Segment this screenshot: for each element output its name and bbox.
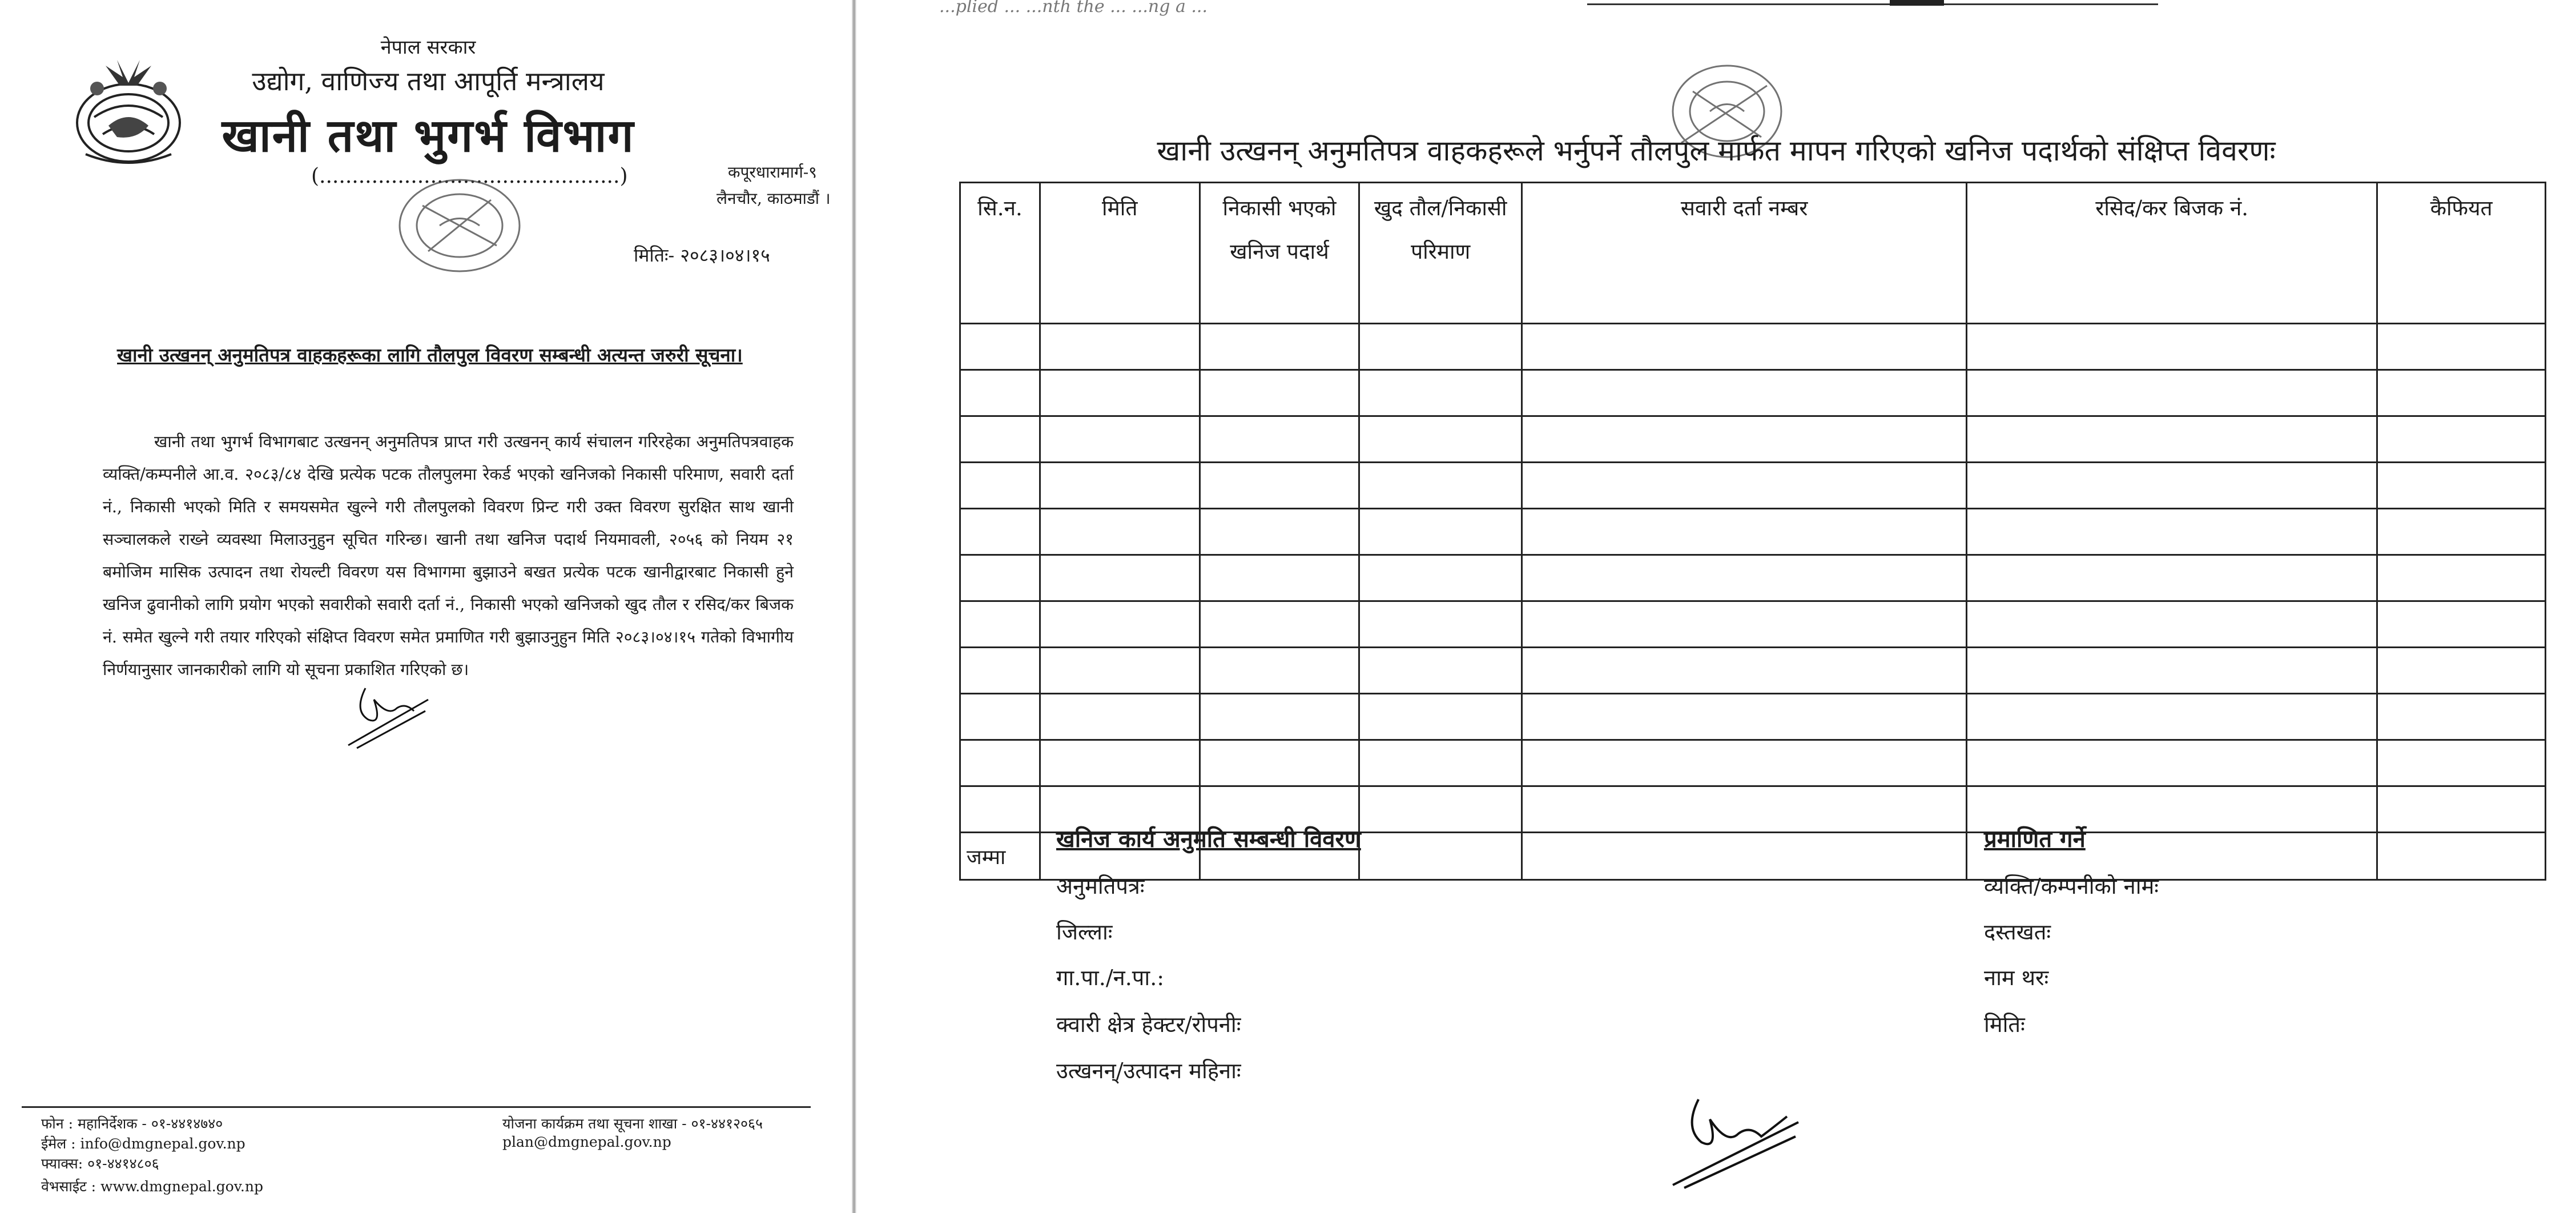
- table-cell[interactable]: [1040, 740, 1200, 786]
- table-cell[interactable]: [960, 648, 1040, 694]
- table-cell[interactable]: [1200, 463, 1359, 509]
- mineral-summary-table: [959, 182, 2546, 881]
- notice-subject: खानी उत्खनन् अनुमतिपत्र वाहकहरूका लागि तौलपुल विवरण सम्बन्धी अत्यन्त जरुरी सूचना।: [117, 344, 743, 366]
- table-cell[interactable]: [1522, 740, 1967, 786]
- table-cell[interactable]: [960, 324, 1040, 370]
- table-cell[interactable]: [2377, 370, 2546, 416]
- signature-field: दस्तखतः: [1984, 919, 2051, 945]
- footer-fax: फ्याक्स: ०१-४४१४८०६: [41, 1155, 159, 1172]
- footer-website: वेभसाईट : www.dmgnepal.gov.np: [41, 1178, 263, 1195]
- table-row: [960, 648, 2546, 694]
- table-cell[interactable]: [1040, 370, 1200, 416]
- table-cell[interactable]: [1359, 463, 1522, 509]
- table-cell[interactable]: [1359, 786, 1522, 833]
- table-cell[interactable]: [960, 463, 1040, 509]
- table-cell[interactable]: [960, 694, 1040, 740]
- page-gutter: [852, 0, 856, 1213]
- notice-page: [0, 0, 856, 1213]
- top-edge-text: ...plied ... ...nth the ... ...ng a ...: [939, 0, 1208, 17]
- office-address-city: लैनचौर, काठमाडौं ।: [717, 189, 831, 208]
- table-cell[interactable]: [960, 509, 1040, 555]
- permit-field: अनुमतिपत्रः: [1056, 874, 1145, 899]
- table-cell[interactable]: [2377, 324, 2546, 370]
- footer-email: ईमेल : info@dmgnepal.gov.np: [41, 1135, 245, 1152]
- table-cell[interactable]: [1967, 648, 2377, 694]
- table-row: [960, 463, 2546, 509]
- table-cell[interactable]: [1359, 648, 1522, 694]
- total-label: जम्मा: [960, 833, 1040, 880]
- table-cell[interactable]: [1359, 370, 1522, 416]
- table-cell[interactable]: [1967, 509, 2377, 555]
- table-cell[interactable]: [1967, 370, 2377, 416]
- table-cell[interactable]: [1359, 694, 1522, 740]
- table-cell[interactable]: [1040, 416, 1200, 463]
- table-cell[interactable]: [1967, 694, 2377, 740]
- table-cell[interactable]: [1040, 648, 1200, 694]
- column-header: सवारी दर्ता नम्बर: [1522, 183, 1967, 324]
- table-cell[interactable]: [1967, 601, 2377, 648]
- table-cell[interactable]: [1359, 601, 1522, 648]
- table-cell[interactable]: [2377, 416, 2546, 463]
- column-header: निकासी भएको खनिज पदार्थ: [1200, 183, 1359, 324]
- date-field: मितिः: [1984, 1012, 2025, 1037]
- table-cell[interactable]: [1040, 324, 1200, 370]
- table-cell[interactable]: [1967, 740, 2377, 786]
- certify-section-heading: प्रमाणित गर्ने: [1984, 826, 2086, 853]
- table-cell[interactable]: [1200, 370, 1359, 416]
- column-header: सि.न.: [960, 183, 1040, 324]
- form-title: खानी उत्खनन् अनुमतिपत्र वाहकहरूले भर्नुपर्ने तौलपुल मार्फत मापन गरिएको खनिज पदार्थको संक्षिप्त विवरणः: [1157, 134, 2276, 167]
- reference-number-line: (..............................................): [311, 164, 628, 188]
- column-header: कैफियत: [2377, 183, 2546, 324]
- table-cell[interactable]: [1200, 694, 1359, 740]
- table-cell[interactable]: [2377, 463, 2546, 509]
- table-cell[interactable]: [2377, 509, 2546, 555]
- table-cell[interactable]: [960, 740, 1040, 786]
- footer-planning-phone: योजना कार्यक्रम तथा सूचना शाखा - ०१-४४१२०६५: [502, 1115, 763, 1132]
- table-cell[interactable]: [1359, 740, 1522, 786]
- column-header: मिति: [1040, 183, 1200, 324]
- office-seal-icon: [388, 171, 531, 280]
- quarry-area-field: क्वारी क्षेत्र हेक्टर/रोपनीः: [1056, 1012, 1241, 1037]
- table-cell[interactable]: [1200, 416, 1359, 463]
- table-cell[interactable]: [1359, 833, 1522, 880]
- footer-phone: फोन : महानिर्देशक - ०१-४४१४७४०: [41, 1115, 223, 1132]
- table-cell[interactable]: [1040, 694, 1200, 740]
- table-cell[interactable]: [1522, 416, 1967, 463]
- table-row: [960, 601, 2546, 648]
- table-cell[interactable]: [1522, 370, 1967, 416]
- table-cell[interactable]: [2377, 555, 2546, 601]
- table-cell[interactable]: [1522, 694, 1967, 740]
- signature-icon: [343, 677, 434, 751]
- table-cell[interactable]: [1040, 601, 1200, 648]
- table-cell[interactable]: [1359, 555, 1522, 601]
- column-header: रसिद/कर बिजक नं.: [1967, 183, 2377, 324]
- table-row: [960, 416, 2546, 463]
- table-cell[interactable]: [1967, 324, 2377, 370]
- table-cell[interactable]: [1359, 509, 1522, 555]
- footer-divider: [22, 1106, 811, 1108]
- office-address-street: कपूरधारामार्ग-९: [728, 163, 817, 182]
- table-cell[interactable]: [1200, 740, 1359, 786]
- ministry-name: उद्योग, वाणिज्य तथा आपूर्ति मन्त्रालय: [252, 66, 605, 97]
- footer-planning-email: plan@dmgnepal.gov.np: [502, 1134, 671, 1150]
- table-header-row: [960, 183, 2546, 324]
- table-cell[interactable]: [1522, 833, 1967, 880]
- table-cell[interactable]: [1967, 555, 2377, 601]
- table-cell[interactable]: [2377, 833, 2546, 880]
- table-cell[interactable]: [1967, 463, 2377, 509]
- table-cell[interactable]: [1522, 601, 1967, 648]
- table-cell[interactable]: [960, 786, 1040, 833]
- table-cell[interactable]: [2377, 786, 2546, 833]
- top-edge-rule: [1587, 3, 2158, 5]
- table-cell[interactable]: [1040, 463, 1200, 509]
- table-cell[interactable]: [1359, 324, 1522, 370]
- form-page: [856, 0, 2576, 1213]
- table-cell[interactable]: [2377, 740, 2546, 786]
- government-name: नेपाल सरकार: [380, 36, 476, 59]
- table-cell[interactable]: [1040, 509, 1200, 555]
- table-cell[interactable]: [1522, 786, 1967, 833]
- table-cell[interactable]: [960, 370, 1040, 416]
- table-row: [960, 694, 2546, 740]
- table-cell[interactable]: [1200, 648, 1359, 694]
- department-name: खानी तथा भुगर्भ विभाग: [222, 109, 635, 162]
- company-name-field: व्यक्ति/कम्पनीको नामः: [1984, 874, 2159, 899]
- table-cell[interactable]: [2377, 648, 2546, 694]
- table-row: [960, 370, 2546, 416]
- district-field: जिल्लाः: [1056, 919, 1113, 945]
- table-cell[interactable]: [1359, 416, 1522, 463]
- table-cell[interactable]: [1200, 555, 1359, 601]
- table-cell[interactable]: [960, 416, 1040, 463]
- table-cell[interactable]: [2377, 694, 2546, 740]
- municipality-field: गा.पा./न.पा.:: [1056, 965, 1165, 990]
- full-name-field: नाम थरः: [1984, 965, 2049, 990]
- table-row: [960, 324, 2546, 370]
- table-cell[interactable]: [1040, 555, 1200, 601]
- table-cell[interactable]: [1200, 324, 1359, 370]
- table-cell[interactable]: [1967, 416, 2377, 463]
- signature-icon: [1664, 1088, 1807, 1191]
- table-cell[interactable]: [1200, 601, 1359, 648]
- table-cell[interactable]: [1522, 648, 1967, 694]
- column-header: खुद तौल/निकासी परिमाण: [1359, 183, 1522, 324]
- table-row: [960, 555, 2546, 601]
- table-row: [960, 509, 2546, 555]
- table-cell[interactable]: [1522, 324, 1967, 370]
- notice-date: मितिः- २०८३।०४।१५: [634, 244, 770, 266]
- permit-section-heading: खनिज कार्य अनुमति सम्बन्धी विवरण: [1056, 826, 1361, 853]
- table-cell[interactable]: [960, 555, 1040, 601]
- table-cell[interactable]: [1522, 463, 1967, 509]
- table-cell[interactable]: [1522, 509, 1967, 555]
- notice-body: खानी तथा भुगर्भ विभागबाट उत्खनन् अनुमतिपत्र प्राप्त गरी उत्खनन् कार्य संचालन गरिरहेका अनुमतिपत्रवाहक व्यक्ति/कम्पनीले आ.व. २०८३/८४ देखि प्रत्येक पटक तौलपुलमा रेकर्ड भएको खनिजको निकासी परिमाण, सवारी दर्ता नं., निकासी भएको मिति र समयसमेत खुल्ने गरी तौलपुलको विवरण प्रिन्ट गरी उक्त विवरण सुरक्षित साथ खानी सञ्चालकले राख्ने व्यवस्था मिलाउनुहुन सूचित गरिन्छ। खानी तथा खनिज पदार्थ नियमावली, २०५६ को नियम २१ बमोजिम मासिक उत्पादन तथा रोयल्टी विवरण यस विभागमा बुझाउने बखत प्रत्येक पटक खानीद्वारबाट निकासी हुने खनिज ढुवानीको लागि प्रयोग भएको सवारीको सवारी दर्ता नं., निकासी भएको खनिजको खुद तौल र रसिद/कर बिजक नं. समेत खुल्ने गरी तयार गरिएको संक्षिप्त विवरण समेत प्रमाणित गरी बुझाउनुहुन मिति २०८३।०४।१५ गतेको विभागीय निर्णयानुसार जानकारीको लागि यो सूचना प्रकाशित गरिएको छ।: [103, 432, 794, 679]
- table-cell[interactable]: [1200, 509, 1359, 555]
- production-month-field: उत्खनन्/उत्पादन महिनाः: [1056, 1058, 1241, 1083]
- table-row: [960, 740, 2546, 786]
- table-cell[interactable]: [1522, 555, 1967, 601]
- table-cell[interactable]: [960, 601, 1040, 648]
- top-edge-mark: [1890, 0, 1944, 6]
- table-cell[interactable]: [2377, 601, 2546, 648]
